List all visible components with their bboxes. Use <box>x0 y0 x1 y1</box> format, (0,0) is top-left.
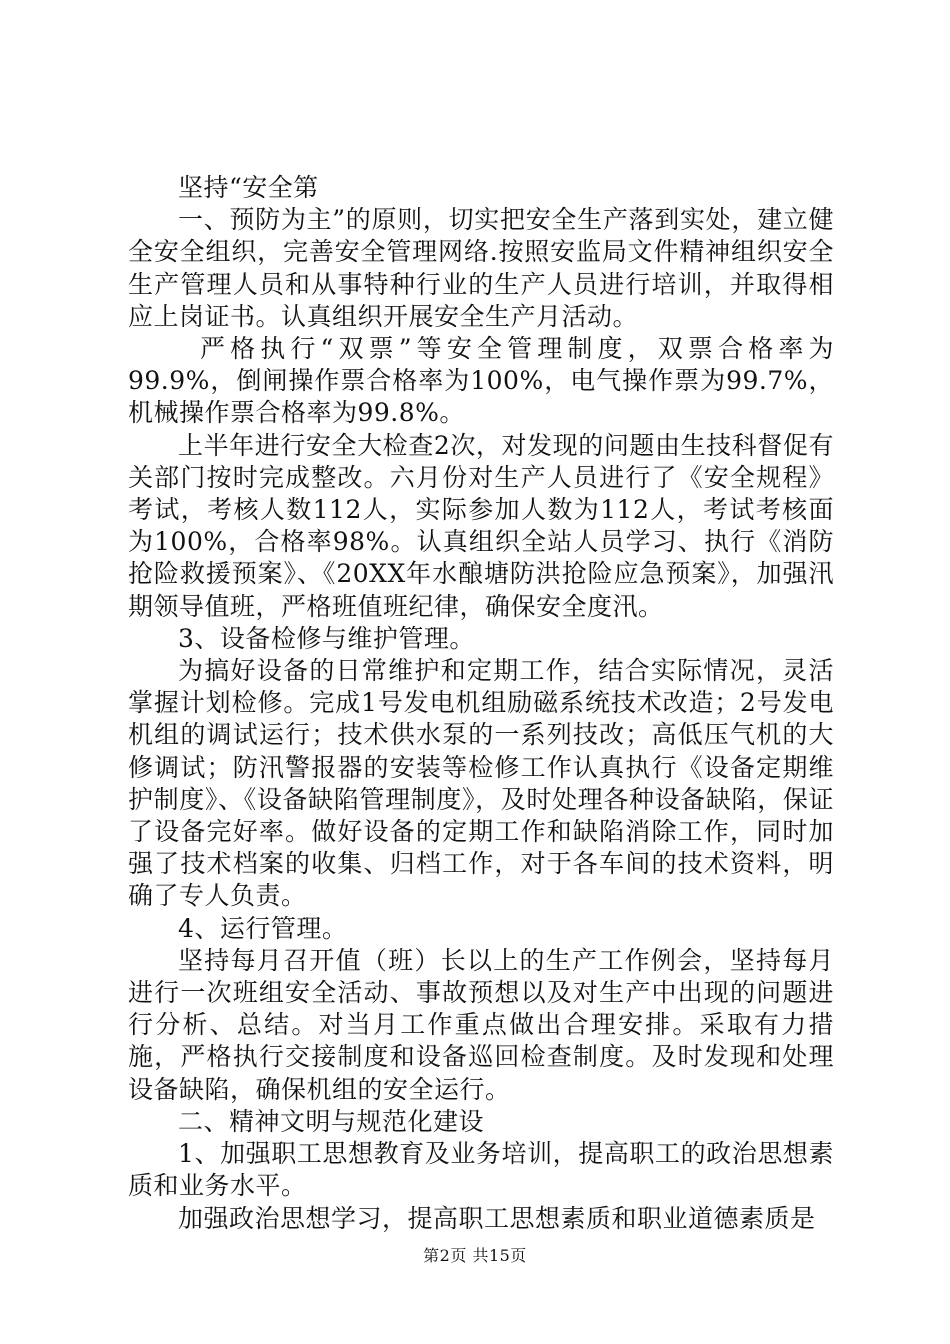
paragraph-11: 加强政治思想学习，提高职工思想素质和职业道德素质是 <box>178 1203 816 1233</box>
paragraph-1: 坚持“安全第 <box>178 173 319 202</box>
paragraph-10: 1、加强职工思想教育及业务培训，提高职工的政治思想素质和业务水平。 <box>128 1139 834 1201</box>
document-body <box>128 172 834 1235</box>
paragraph-2: 一、预防为主”的原则，切实把安全生产落到实处，建立健全安全组织，完善安全管理网络.按照安监局文件精神组织安全生产管理人员和从事特种行业的生产人员进行培训，并取得相应上岗证书。认真组织开展安全生产月活动。 <box>128 205 834 331</box>
paragraph-4: 上半年进行安全大检查2次，对发现的问题由生技科督促有关部门按时完成整改。六月份对生产人员进行了《安全规程》考试，考核人数112人，实际参加人数为112人，考试考核面为100%，合格率98%。认真组织全站人员学习、执行《消防抢险救援预案》、《20XX年水酿塘防洪抢险应急预案》，加强汛期领导值班，严格班值班纪律，确保安全度汛。 <box>128 430 834 621</box>
paragraph-9: 二、精神文明与规范化建设 <box>178 1106 485 1136</box>
paragraph-3: 严格执行“双票”等安全管理制度，双票合格率为99.9%，倒闸操作票合格率为100%，电气操作票为99.7%，机械操作票合格率为99.8%。 <box>128 334 834 428</box>
paragraph-8: 坚持每月召开值（班）长以上的生产工作例会，坚持每月进行一次班组安全活动、事故预想以及对生产中出现的问题进行分析、总结。对当月工作重点做出合理安排。采取有力措施，严格执行交接制度和设备巡回检查制度。及时发现和处理设备缺陷，确保机组的安全运行。 <box>128 945 834 1104</box>
paragraph-5: 3、设备检修与维护管理。 <box>178 623 475 653</box>
paragraph-7: 4、运行管理。 <box>178 913 348 943</box>
page-footer: 第2页 共15页 <box>423 1246 527 1265</box>
paragraph-6: 为搞好设备的日常维护和定期工作，结合实际情况，灵活掌握计划检修。完成1号发电机组励磁系统技术改造；2号发电机组的调试运行；技术供水泵的一系列技改；高低压气机的大修调试；防汛警报器的安装等检修工作认真执行《设备定期维护制度》、《设备缺陷管理制度》，及时处理各种设备缺陷，保证了设备完好率。做好设备的定期工作和缺陷消除工作，同时加强了技术档案的收集、归档工作，对于各车间的技术资料，明确了专人负责。 <box>128 656 834 911</box>
